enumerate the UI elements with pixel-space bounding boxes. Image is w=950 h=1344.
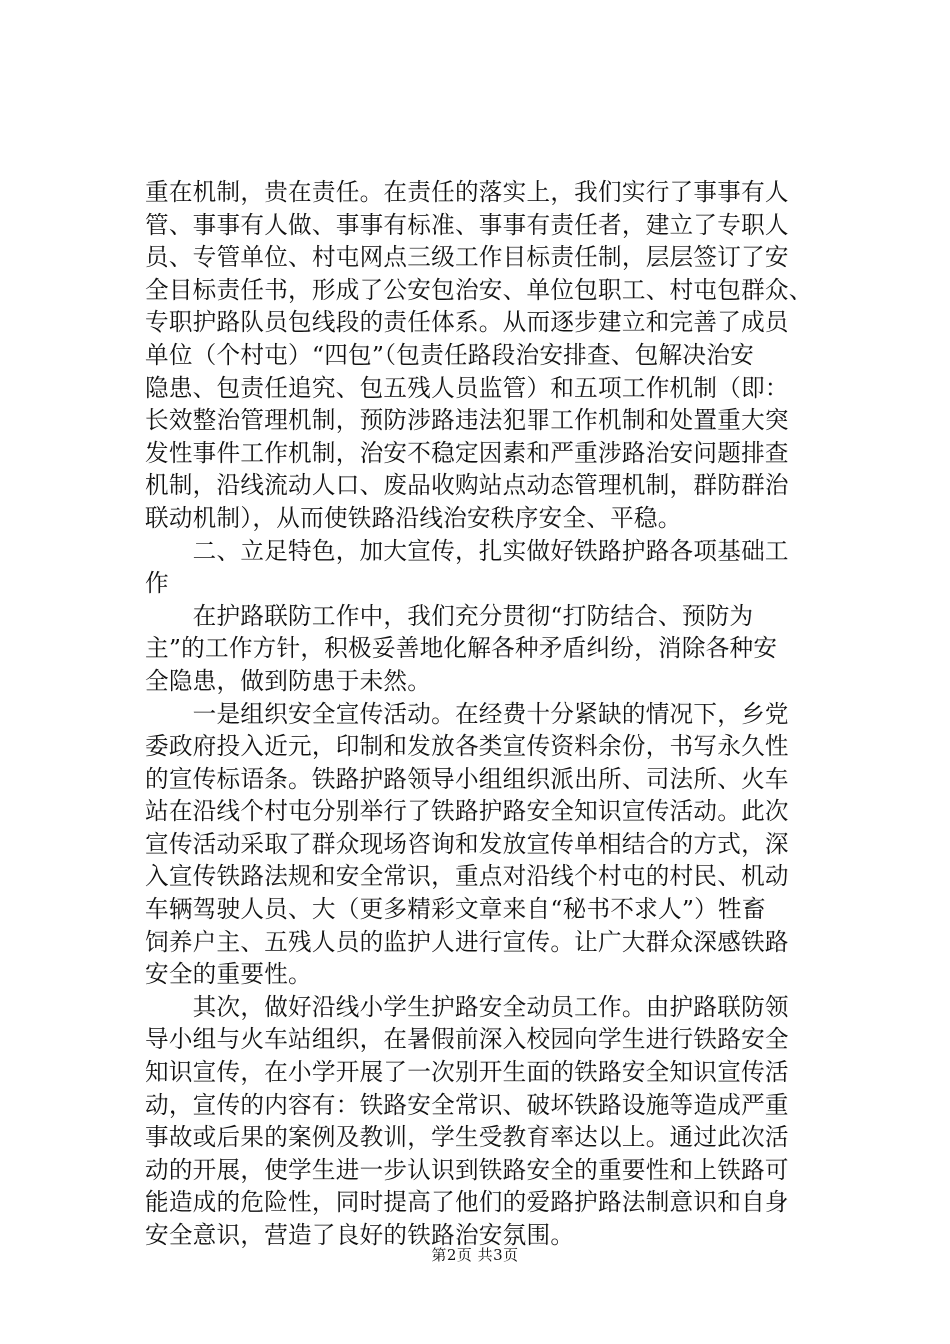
text-line: 安全的重要性。: [145, 960, 312, 989]
text-line: 动，宣传的内容有：铁路安全常识、破坏铁路设施等造成严重: [145, 1090, 789, 1119]
text-line: 站在沿线个村屯分别举行了铁路护路安全知识宣传活动。此次: [145, 797, 789, 826]
page-footer: 第2页 共3页: [431, 1246, 519, 1264]
text-line: 在护路联防工作中，我们充分贯彻“打防结合、预防为: [145, 601, 754, 630]
text-line: 隐患、包责任追究、包五残人员监管）和五项工作机制（即：: [145, 373, 789, 402]
text-line: 管、事事有人做、事事有标准、事事有责任者，建立了专职人: [145, 210, 789, 239]
text-line: 联动机制），从而使铁路沿线治安秩序安全、平稳。: [145, 503, 682, 532]
text-line: 饲养户主、五残人员的监护人进行宣传。让广大群众深感铁路: [145, 927, 789, 956]
text-line: 委政府投入近元，印制和发放各类宣传资料余份，书写永久性: [145, 732, 789, 761]
text-line: 知识宣传，在小学开展了一次别开生面的铁路安全知识宣传活: [145, 1058, 789, 1087]
text-line: 车辆驾驶人员、大（更多精彩文章来自“秘书不求人”）牲畜: [145, 895, 766, 924]
text-line: 安全意识，营造了良好的铁路治安氛围。: [145, 1221, 575, 1249]
text-line: 入宣传铁路法规和安全常识，重点对沿线个村屯的村民、机动: [145, 862, 789, 891]
text-line: 员、专管单位、村屯网点三级工作目标责任制，层层签订了安: [145, 243, 789, 272]
text-line: 作: [145, 569, 169, 598]
text-line: 的宣传标语条。铁路护路领导小组组织派出所、司法所、火车: [145, 764, 789, 793]
text-line: 发性事件工作机制，治安不稳定因素和严重涉路治安问题排查: [145, 438, 789, 467]
text-line: 全隐患，做到防患于未然。: [145, 666, 432, 695]
text-line: 其次，做好沿线小学生护路安全动员工作。由护路联防领: [145, 992, 789, 1021]
text-line: 事故或后果的案例及教训，学生受教育率达以上。通过此次活: [145, 1123, 789, 1152]
text-line: 能造成的危险性，同时提高了他们的爱路护路法制意识和自身: [145, 1188, 789, 1217]
text-line: 全目标责任书，形成了公安包治安、单位包职工、村屯包群众、: [145, 275, 813, 304]
text-line: 一是组织安全宣传活动。在经费十分紧缺的情况下，乡党: [145, 699, 789, 728]
body-text: [145, 176, 835, 1252]
text-line: 宣传活动采取了群众现场咨询和发放宣传单相结合的方式，深: [145, 829, 789, 858]
text-line: 机制，沿线流动人口、废品收购站点动态管理机制，群防群治: [145, 471, 789, 500]
text-line: 单位（个村屯）“四包”（包责任路段治安排查、包解决治安: [145, 340, 754, 369]
text-line: 重在机制，贵在责任。在责任的落实上，我们实行了事事有人: [145, 178, 789, 206]
text-line: 导小组与火车站组织，在暑假前深入校园向学生进行铁路安全: [145, 1025, 789, 1054]
text-line: 动的开展，使学生进一步认识到铁路安全的重要性和上铁路可: [145, 1155, 789, 1184]
text-line: 主”的工作方针，积极妥善地化解各种矛盾纠纷，消除各种安: [145, 634, 778, 663]
text-line: 二、立足特色，加大宣传，扎实做好铁路护路各项基础工: [145, 536, 789, 565]
text-line: 专职护路队员包线段的责任体系。从而逐步建立和完善了成员: [145, 308, 789, 337]
text-line: 长效整治管理机制，预防涉路违法犯罪工作机制和处置重大突: [145, 406, 789, 435]
